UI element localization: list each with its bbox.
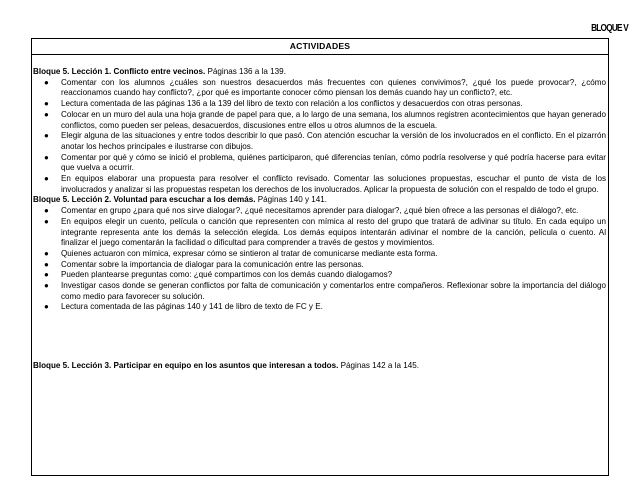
bullet-icon: ● [44, 109, 49, 119]
lesson-2-title-bold: Bloque 5. Lección 2. Voluntad para escuchar a los demás. [33, 195, 256, 205]
activities-content [32, 55, 608, 372]
lesson-3-title [33, 361, 606, 372]
block-tag: BLOQUE V [591, 23, 628, 34]
list-item [44, 259, 606, 271]
lesson-3-title-pages: Páginas 142 a la 145. [338, 361, 419, 371]
list-item-text: Investigar casos donde se generan conflictos por falta de comunicación y comentarlos entre compañeros. Reflexionar sobre la importancia del diálogo como medio para favorecer su solución. [61, 281, 606, 301]
list-item-text: En equipos elegir un cuento, película o canción que representen con mímica al resto del grupo que tratará de adivinar su título. En cada equipo un integrante representa ante los demás la selección elegida. Los demás equipos intentarán adivinar el nombre de la canción, película o cuento. Al finalizar el juego comentarán la facilidad o dificultad para comprender a través de gestos y movimientos. [61, 216, 606, 248]
bullet-icon: ● [44, 281, 49, 291]
bullet-icon: ● [44, 99, 49, 109]
list-item-text: Pueden plantearse preguntas como: ¿qué compartimos con los demás cuando dialogamos? [61, 270, 393, 280]
lesson-2-title-pages: Páginas 140 y 141. [255, 195, 328, 205]
list-item-text: Quienes actuaron con mímica, expresar cómo se sintieron al tratar de comunicarse mediante esta forma. [61, 248, 438, 258]
list-item-text: Lectura comentada de las páginas 136 a la 139 del libro de texto con relación a los conflictos y desacuerdos con otras personas. [61, 99, 523, 109]
list-item [44, 270, 606, 281]
lesson-2-title [33, 195, 606, 206]
lesson-2-activities [33, 206, 606, 313]
bullet-icon: ● [44, 216, 49, 226]
bullet-icon: ● [44, 248, 49, 258]
bullet-icon: ● [44, 131, 49, 141]
lesson-1-activities [33, 78, 606, 196]
lesson-1-title-pages: Páginas 136 a la 139. [205, 67, 286, 76]
list-item-text: Elegir alguna de las situaciones y entre todos describir lo que pasó. Con atención escuchar la versión de los involucrados en el conflicto. En el pizarrón anotar los hechos principales e ilustrarse con dibujos. [61, 131, 606, 151]
bullet-icon: ● [44, 174, 49, 184]
bullet-icon: ● [44, 77, 49, 87]
list-item [44, 174, 606, 195]
bullet-icon: ● [44, 152, 49, 162]
list-item-text: Lectura comentada de las páginas 140 y 141 de libro de texto de FC y E. [61, 302, 323, 312]
list-item [44, 248, 606, 260]
list-item-text: Comentar en grupo ¿para qué nos sirve dialogar?, ¿qué necesitamos aprender para dialogar?, ¿qué bien ofrece a las personas el diálogo?, etc. [61, 206, 579, 216]
bullet-icon: ● [44, 206, 49, 216]
list-item-text: Colocar en un muro del aula una hoja grande de papel para que, a lo largo de una semana, los alumnos registren acontecimientos que hayan generado conflictos, como pueden ser peleas, desacuerdos, discusiones entre ellos u otros alumnos de la escuela. [61, 109, 606, 130]
list-item-text: En equipos elaborar una propuesta para resolver el conflicto revisado. Comentar las soluciones propuestas, escuchar el punto de vista de los involucrados y analizar si las propuestas respetan los derechos de los involucrados. Aplicar la propuesta de solución con el respaldo de todo el grupo. [61, 174, 606, 194]
list-item [44, 109, 606, 131]
lesson-3-title-bold: Bloque 5. Lección 3. Participar en equipo en los asuntos que interesan a todos. [33, 361, 339, 371]
bullet-icon: ● [44, 270, 49, 280]
list-item [44, 281, 606, 302]
bullet-icon: ● [44, 302, 49, 312]
list-item [44, 131, 606, 152]
lesson-1-title-bold: Bloque 5. Lección 1. Conflicto entre vecinos. [33, 67, 206, 76]
list-item [44, 216, 606, 249]
list-item [44, 302, 606, 313]
lesson-1-title [33, 67, 606, 78]
list-item [44, 99, 606, 110]
list-item [44, 152, 606, 174]
list-item [44, 77, 606, 99]
list-item-text: Comentar por qué y cómo se inició el problema, quiénes participaron, qué diferencias tenían, cómo podría resolverse y qué podría hacerse para evitar que vuelva a ocurrir. [61, 152, 606, 173]
activities-table [31, 38, 609, 476]
list-item-text: Comentar con los alumnos ¿cuáles son nuestros desacuerdos más frecuentes con quienes convivimos?, ¿qué los puede provocar?, ¿cómo reaccionamos cuando hay conflicto?, ¿por qué es importante conocer cómo piensan los demás cuando hay un conflicto?, etc. [61, 77, 606, 98]
blank-space [33, 313, 606, 361]
list-item-text: Comentar sobre la importancia de dialogar para la comunicación entre las personas. [61, 259, 364, 269]
bullet-icon: ● [44, 259, 49, 269]
table-header: ACTIVIDADES [32, 39, 608, 55]
list-item [44, 206, 606, 217]
